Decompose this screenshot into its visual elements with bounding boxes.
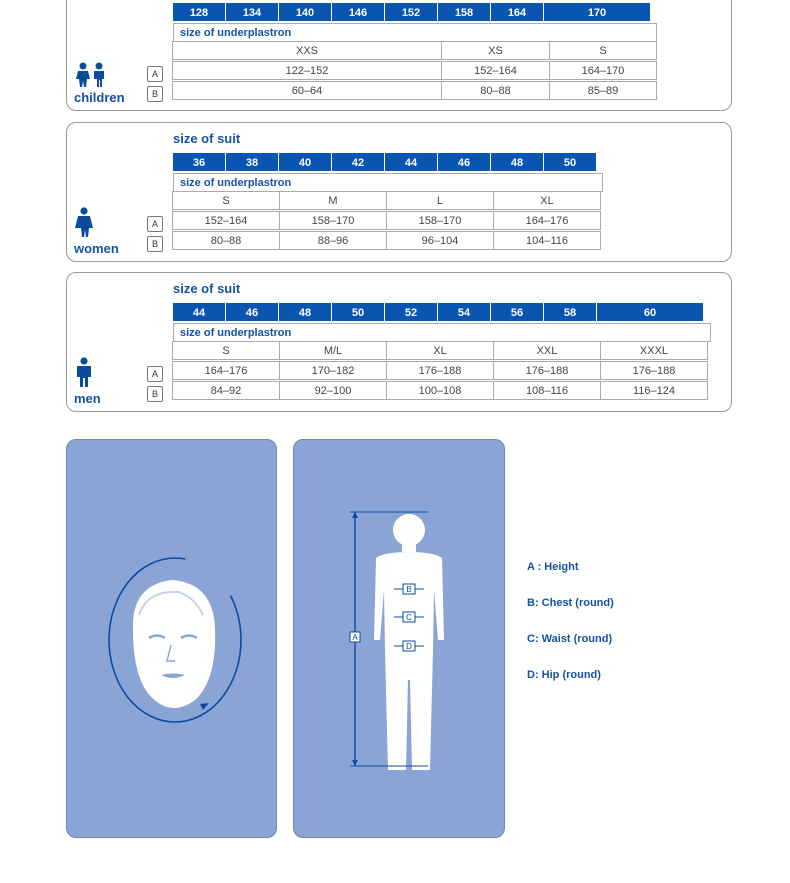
head-measure-card (66, 439, 277, 838)
body-measurement-illustration (294, 440, 506, 839)
height-cell: 164–176 (493, 211, 601, 230)
legend-height: A : Height (527, 561, 579, 573)
suit-size-cell: 50 (331, 302, 385, 322)
underplastron-label: size of underplastron (173, 323, 711, 342)
chest-cell: 96–104 (386, 231, 494, 250)
suit-size-title: size of suit (173, 281, 241, 296)
chest-cell: 100–108 (386, 381, 494, 400)
suit-size-cell: 146 (331, 2, 385, 22)
suit-size-cell: 38 (225, 152, 279, 172)
marker-a: A (147, 66, 163, 82)
height-cell: 122–152 (172, 61, 442, 80)
size-cell: S (172, 341, 280, 360)
suit-size-cell: 56 (490, 302, 544, 322)
men-height-row (173, 362, 708, 381)
size-cell: XL (386, 341, 494, 360)
size-cell: XL (493, 191, 601, 210)
size-cell: XXS (172, 41, 442, 60)
children-panel (66, 0, 732, 111)
suit-size-cell: 36 (172, 152, 226, 172)
suit-size-cell: 164 (490, 2, 544, 22)
chest-cell: 84–92 (172, 381, 280, 400)
size-cell: XS (441, 41, 550, 60)
chest-cell: 80–88 (172, 231, 280, 250)
men-chest-row (173, 382, 708, 401)
children-suit-size-row (173, 3, 651, 22)
marker-a: A (147, 216, 163, 232)
height-cell: 152–164 (172, 211, 280, 230)
women-size-row (173, 192, 601, 211)
figure-marker-c: C (406, 613, 412, 622)
chest-cell: 108–116 (493, 381, 601, 400)
suit-size-cell: 44 (384, 152, 438, 172)
suit-size-cell: 48 (278, 302, 332, 322)
height-cell: 158–170 (279, 211, 387, 230)
men-suit-size-row (173, 303, 704, 322)
men-size-row (173, 342, 708, 361)
women-height-row (173, 212, 601, 231)
chest-cell: 60–64 (172, 81, 442, 100)
legend-chest: B: Chest (round) (527, 597, 614, 609)
men-panel (66, 272, 732, 412)
size-cell: M (279, 191, 387, 210)
chest-cell: 92–100 (279, 381, 387, 400)
suit-size-cell: 58 (543, 302, 597, 322)
height-cell: 152–164 (441, 61, 550, 80)
underplastron-label: size of underplastron (173, 23, 657, 42)
chest-cell: 116–124 (600, 381, 708, 400)
suit-size-cell: 40 (278, 152, 332, 172)
woman-icon (75, 207, 93, 237)
children-chest-row (173, 82, 657, 101)
suit-size-cell: 54 (437, 302, 491, 322)
size-cell: S (172, 191, 280, 210)
suit-size-cell: 60 (596, 302, 704, 322)
figure-marker-b: B (406, 585, 412, 594)
height-cell: 176–188 (600, 361, 708, 380)
size-cell: L (386, 191, 494, 210)
chest-cell: 88–96 (279, 231, 387, 250)
figure-marker-d: D (406, 642, 412, 651)
height-cell: 158–170 (386, 211, 494, 230)
suit-size-cell: 46 (225, 302, 279, 322)
women-chest-row (173, 232, 601, 251)
legend-hip: D: Hip (round) (527, 669, 601, 681)
suit-size-cell: 140 (278, 2, 332, 22)
men-label: men (74, 391, 101, 406)
man-icon (75, 357, 93, 387)
legend-waist: C: Waist (round) (527, 633, 613, 645)
women-panel (66, 122, 732, 262)
suit-size-cell: 152 (384, 2, 438, 22)
children-height-row (173, 62, 657, 81)
size-cell: M/L (279, 341, 387, 360)
children-size-row (173, 42, 657, 61)
children-icon (75, 62, 109, 88)
suit-size-cell: 42 (331, 152, 385, 172)
suit-size-cell: 46 (437, 152, 491, 172)
chest-cell: 85–89 (549, 81, 657, 100)
marker-b: B (147, 386, 163, 402)
size-cell: XXXL (600, 341, 708, 360)
head-measurement-illustration (67, 440, 278, 839)
marker-a: A (147, 366, 163, 382)
women-suit-size-row (173, 153, 597, 172)
suit-size-cell: 158 (437, 2, 491, 22)
underplastron-label: size of underplastron (173, 173, 603, 192)
suit-size-cell: 128 (172, 2, 226, 22)
marker-b: B (147, 236, 163, 252)
marker-b: B (147, 86, 163, 102)
figure-marker-a: A (352, 633, 358, 642)
suit-size-cell: 48 (490, 152, 544, 172)
height-cell: 176–188 (386, 361, 494, 380)
chest-cell: 80–88 (441, 81, 550, 100)
suit-size-title: size of suit (173, 131, 241, 146)
height-cell: 164–176 (172, 361, 280, 380)
suit-size-cell: 170 (543, 2, 651, 22)
body-measure-card (293, 439, 505, 838)
size-cell: S (549, 41, 657, 60)
height-cell: 164–170 (549, 61, 657, 80)
suit-size-cell: 44 (172, 302, 226, 322)
women-label: women (74, 241, 119, 256)
size-cell: XXL (493, 341, 601, 360)
height-cell: 176–188 (493, 361, 601, 380)
suit-size-cell: 134 (225, 2, 279, 22)
suit-size-cell: 52 (384, 302, 438, 322)
suit-size-cell: 50 (543, 152, 597, 172)
height-cell: 170–182 (279, 361, 387, 380)
children-label: children (74, 90, 125, 105)
chest-cell: 104–116 (493, 231, 601, 250)
